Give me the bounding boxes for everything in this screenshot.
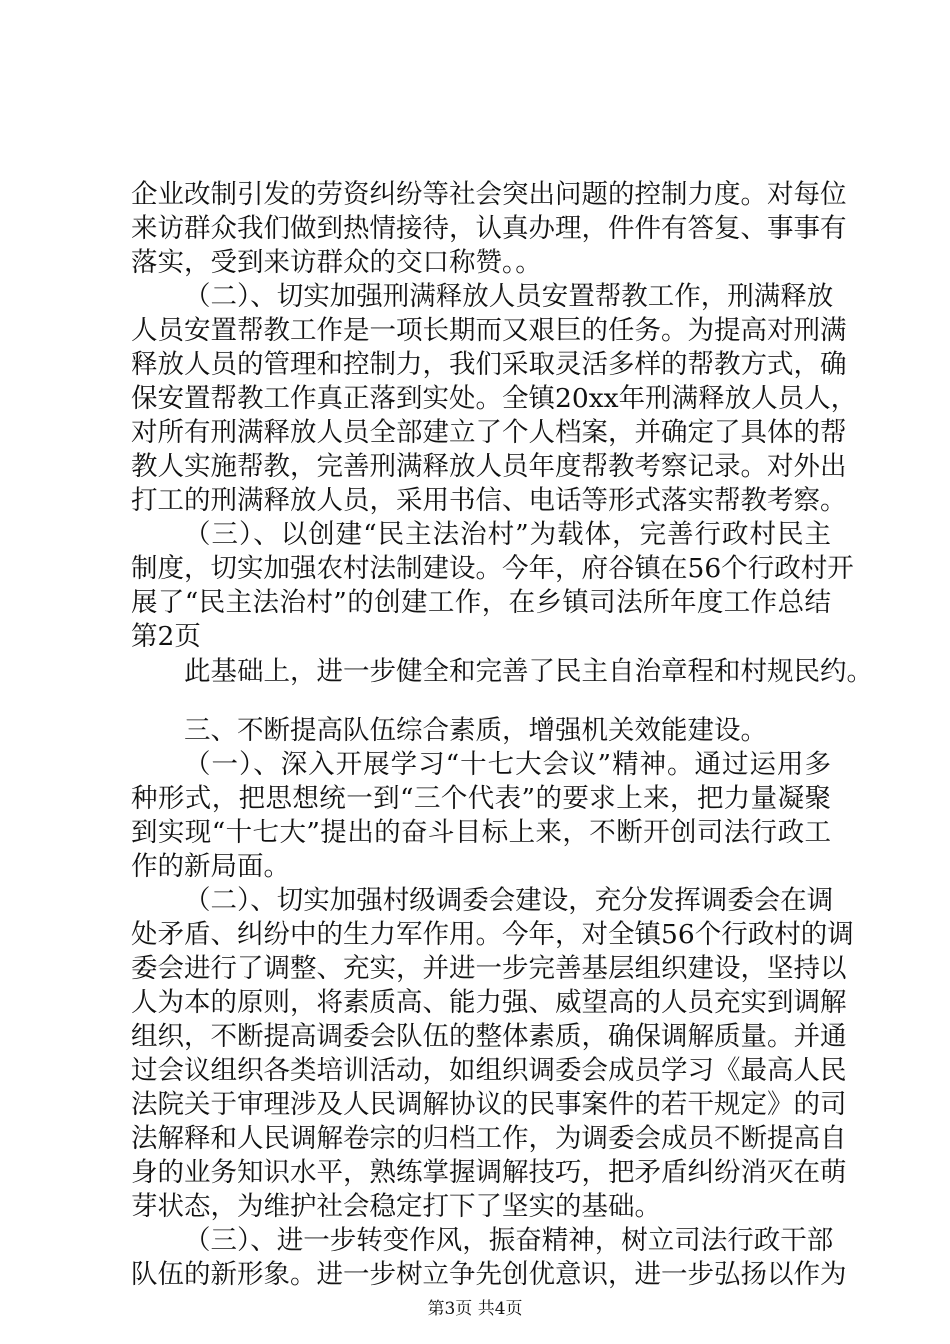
text-line: 处矛盾、纠纷中的生力军作用。今年，对全镇56个行政村的调 [131,919,854,950]
text-line: 到实现“十七大”提出的奋斗目标上来，不断开创司法行政工 [131,817,831,848]
text-line: 过会议组织各类培训活动，如组织调委会成员学习《最高人民 [131,1055,847,1086]
text-line: 法院关于审理涉及人民调解协议的民事案件的若干规定》的司 [131,1089,847,1120]
text-line: 组织，不断提高调委会队伍的整体素质，确保调解质量。并通 [131,1021,847,1052]
text-line: 释放人员的管理和控制力，我们采取灵活多样的帮教方式，确 [131,349,847,380]
text-line: 展了“民主法治村”的创建工作，在乡镇司法所年度工作总结 [131,587,831,618]
text-line: （三）、进一步转变作风，振奋精神，树立司法行政干部 [184,1225,834,1256]
section-heading: 三、不断提高队伍综合素质，增强机关效能建设。 [184,715,767,746]
text-line: 企业改制引发的劳资纠纷等社会突出问题的控制力度。对每位 [131,179,847,210]
text-line: （二）、切实加强村级调委会建设，充分发挥调委会在调 [184,885,834,916]
text-line: 法解释和人民调解卷宗的归档工作，为调委会成员不断提高自 [131,1123,847,1154]
text-line: 作的新局面。 [131,851,290,882]
page-footer: 第3页 共4页 [427,1299,523,1319]
text-line: 保安置帮教工作真正落到实处。全镇20xx年刑满释放人员人， [131,383,858,414]
text-line: 落实，受到来访群众的交口称赞。。 [131,247,542,278]
text-line: 种形式，把思想统一到“三个代表”的要求上来，把力量凝聚 [131,783,831,814]
text-line: （一）、深入开展学习“十七大会议”精神。通过运用多 [184,749,831,780]
text-line: 队伍的新形象。进一步树立争先创优意识，进一步弘扬以作为 [131,1259,847,1290]
text-line: 人员安置帮教工作是一项长期而又艰巨的任务。为提高对刑满 [131,315,847,346]
text-line: 教人实施帮教，完善刑满释放人员年度帮教考察记录。对外出 [131,451,847,482]
text-line: 委会进行了调整、充实，并进一步完善基层组织建设，坚持以 [131,953,847,984]
inline-page-number: 第2页 [131,621,201,652]
text-line: 人为本的原则，将素质高、能力强、威望高的人员充实到调解 [131,987,847,1018]
text-line: （三）、以创建“民主法治村”为载体，完善行政村民主 [184,519,831,550]
text-line: 此基础上，进一步健全和完善了民主自治章程和村规民约。 [184,656,873,687]
text-line: 对所有刑满释放人员全部建立了个人档案，并确定了具体的帮 [131,417,847,448]
text-line: 身的业务知识水平，熟练掌握调解技巧，把矛盾纠纷消灭在萌 [131,1157,847,1188]
text-line: 打工的刑满释放人员，采用书信、电话等形式落实帮教考察。 [131,485,847,516]
text-line: （二）、切实加强刑满释放人员安置帮教工作，刑满释放 [184,281,834,312]
text-line: 来访群众我们做到热情接待，认真办理，件件有答复、事事有 [131,213,847,244]
text-line: 芽状态，为维护社会稳定打下了坚实的基础。 [131,1191,661,1222]
text-line: 制度，切实加强农村法制建设。今年，府谷镇在56个行政村开 [131,553,854,584]
